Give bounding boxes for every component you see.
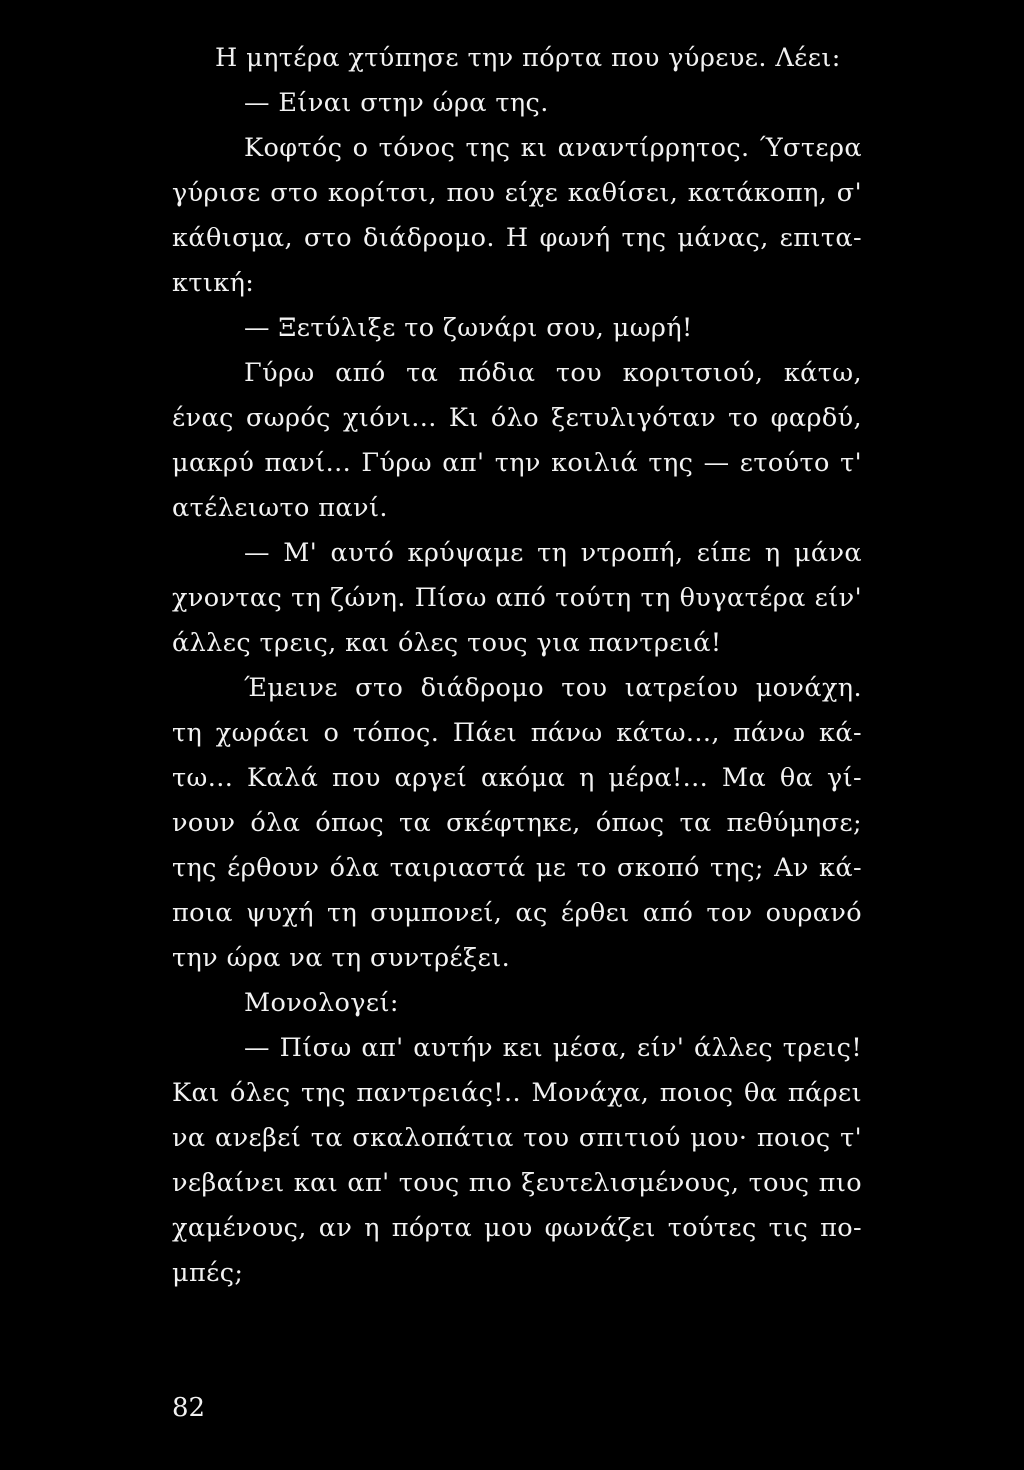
text-line: την ώρα να τη συντρέξει. bbox=[172, 943, 511, 973]
body-text bbox=[172, 36, 862, 1296]
text-line: ατέλειωτο πανί. bbox=[172, 493, 388, 523]
text-line: χαμένους, αν η πόρτα μου φωνάζει τούτες τις πο- bbox=[172, 1213, 862, 1243]
text-line: γύρισε στο κορίτσι, που είχε καθίσει, κατάκοπη, σ' bbox=[172, 178, 862, 208]
page-number: 82 bbox=[172, 1393, 206, 1423]
text-line: ποια ψυχή τη συμπονεί, ας έρθει από τον ουρανό bbox=[172, 898, 862, 928]
text-line: Και όλες της παντρειάς!.. Μονάχα, ποιος θα πάρει bbox=[172, 1078, 862, 1108]
text-line: Γύρω από τα πόδια του κοριτσιού, κάτω, bbox=[244, 358, 862, 388]
text-line: — Μ' αυτό κρύψαμε τη ντροπή, είπε η μάνα bbox=[244, 538, 862, 568]
text-line: κτική: bbox=[172, 268, 255, 298]
text-line: άλλες τρεις, και όλες τους για παντρειά! bbox=[172, 628, 722, 658]
text-line: κάθισμα, στο διάδρομο. Η φωνή της μάνας, επιτα- bbox=[172, 223, 862, 253]
text-line: τω... Καλά που αργεί ακόμα η μέρα!... Μα θα γί- bbox=[172, 763, 862, 793]
text-line: της έρθουν όλα ταιριαστά με το σκοπό της; Αν κά- bbox=[172, 853, 862, 883]
text-line: χνοντας τη ζώνη. Πίσω από τούτη τη θυγατέρα είν' bbox=[172, 583, 862, 613]
text-line: Έμεινε στο διάδρομο του ιατρείου μονάχη. bbox=[244, 673, 862, 703]
text-line: τη χωράει ο τόπος. Πάει πάνω κάτω..., πάνω κά- bbox=[172, 718, 862, 748]
text-line: — Πίσω απ' αυτήν κει μέσα, είν' άλλες τρεις! bbox=[244, 1033, 862, 1063]
text-line: Η μητέρα χτύπησε την πόρτα που γύρευε. Λέει: bbox=[215, 43, 841, 73]
text-line: μπές; bbox=[172, 1258, 244, 1288]
text-line: Μονολογεί: bbox=[244, 988, 399, 1018]
text-line: να ανεβεί τα σκαλοπάτια του σπιτιού μου· ποιος τ' bbox=[172, 1123, 862, 1153]
text-line: Κοφτός ο τόνος της κι αναντίρρητος. Ύστερα bbox=[244, 133, 862, 163]
text-line: ένας σωρός χιόνι... Κι όλο ξετυλιγόταν το φαρδύ, bbox=[172, 403, 862, 433]
text-line: — Είναι στην ώρα της. bbox=[244, 88, 549, 118]
text-line: νεβαίνει και απ' τους πιο ξευτελισμένους, τους πιο bbox=[172, 1168, 862, 1198]
text-line: μακρύ πανί... Γύρω απ' την κοιλιά της — ετούτο τ' bbox=[172, 448, 862, 478]
text-line: νουν όλα όπως τα σκέφτηκε, όπως τα πεθύμησε; bbox=[172, 808, 862, 838]
text-line: — Ξετύλιξε το ζωνάρι σου, μωρή! bbox=[244, 313, 693, 343]
